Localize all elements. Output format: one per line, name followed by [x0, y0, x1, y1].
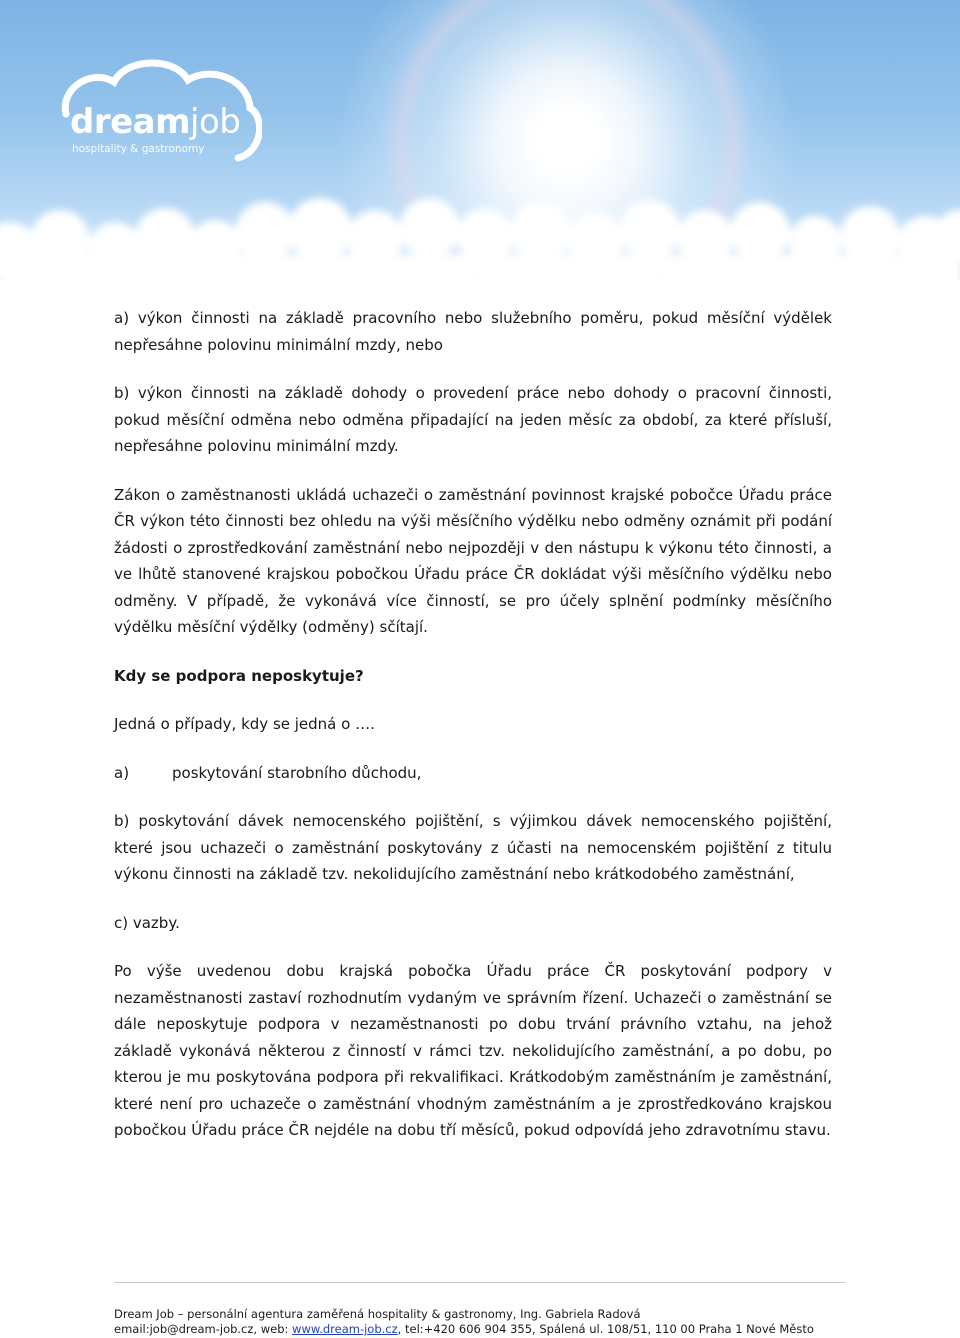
list-item-a-label: a) [114, 763, 130, 782]
paragraph-law: Zákon o zaměstnanosti ukládá uchazeči o zaměstnání povinnost krajské pobočce Úřadu práce ČR výkon této činnosti bez ohledu na výši měsíčního výdělku nebo odměny oznámit při podání žádosti o zprostředkování zaměstnání nebo nejpozději v den nástupu k výkonu této činnosti, a ve lhůtě stanovené krajskou pobočkou Úřadu práce ČR dokládat výši měsíčního výdělku nebo odměny. V případě, že vykonává více činností, se pro účely splnění podmínky měsíčního výdělku měsíční výdělky (odměny) sčítají. [114, 485, 832, 636]
dreamjob-logo [52, 58, 262, 178]
header-banner [0, 0, 960, 280]
paragraph-item-a: a) výkon činnosti na základě pracovního nebo služebního poměru, pokud měsíční výdělek nepřesáhne polovinu minimální mzdy, nebo [114, 309, 832, 354]
logo-tagline: hospitality & gastronomy [72, 143, 205, 155]
list-item-a [114, 760, 832, 787]
footer-line-2 [114, 1322, 874, 1337]
paragraph-item-b: b) výkon činnosti na základě dohody o provedení práce nebo dohody o pracovní činnosti, pokud měsíční odměna nebo odměna připadající na jeden měsíc za období, za které přísluší, nepřesáhne polovinu minimální mzdy. [114, 384, 832, 455]
footer-divider [114, 1282, 845, 1283]
footer-website-link[interactable]: www.dream-job.cz [292, 1322, 398, 1336]
paragraph-intro: Jedná o případy, kdy se jedná o …. [114, 715, 375, 733]
list-item-a-text: poskytování starobního důchodu, [172, 763, 422, 782]
logo-wordmark [70, 104, 240, 140]
paragraph-final: Po výše uvedenou dobu krajská pobočka Úřadu práce ČR poskytování podpory v nezaměstnanosti zastaví rozhodnutím vydaným ve správním řízení. Uchazeči o zaměstnání se dále neposkytuje podpora v nezaměstnanosti po dobu trvání právního vztahu, na jehož základě vykonává některou z činností v rámci tzv. nekolidujícího zaměstnání, a po dobu, po kterou je mu poskytována podpora při rekvalifikaci. Krátkodobým zaměstnáním je zaměstnání, které není pro uchazeče o zaměstnání vhodným zaměstnáním a je zprostředkováno krajskou pobočkou Úřadu práce ČR nejdéle na dobu tří měsíců, pokud odpovídá jeho zdravotnímu stavu. [114, 962, 832, 1139]
section-heading: Kdy se podpora neposkytuje? [114, 666, 364, 685]
footer-line-1: Dream Job – personální agentura zaměřená hospitality & gastronomy, Ing. Gabriela Radová [114, 1307, 641, 1321]
list-item-c: c) vazby. [114, 913, 180, 932]
logo-main-text: dream [70, 102, 191, 142]
logo-accent-text: job [190, 102, 241, 142]
document-body [114, 305, 832, 1166]
list-item-b: b) poskytování dávek nemocenského pojištění, s výjimkou dávek nemocenského pojištění, které jsou uchazeči o zaměstnání poskytovány z účasti na nemocenském pojištění z titulu výkonu činnosti na základě tzv. nekolidujícího zaměstnání nebo krátkodobého zaměstnání, [114, 812, 832, 883]
footer-contact-prefix: email:job@dream-job.cz, web: [114, 1322, 293, 1336]
footer [114, 1307, 874, 1337]
footer-contact-suffix: , tel:+420 606 904 355, Spálená ul. 108/51, 110 00 Praha 1 Nové Město [397, 1322, 814, 1336]
